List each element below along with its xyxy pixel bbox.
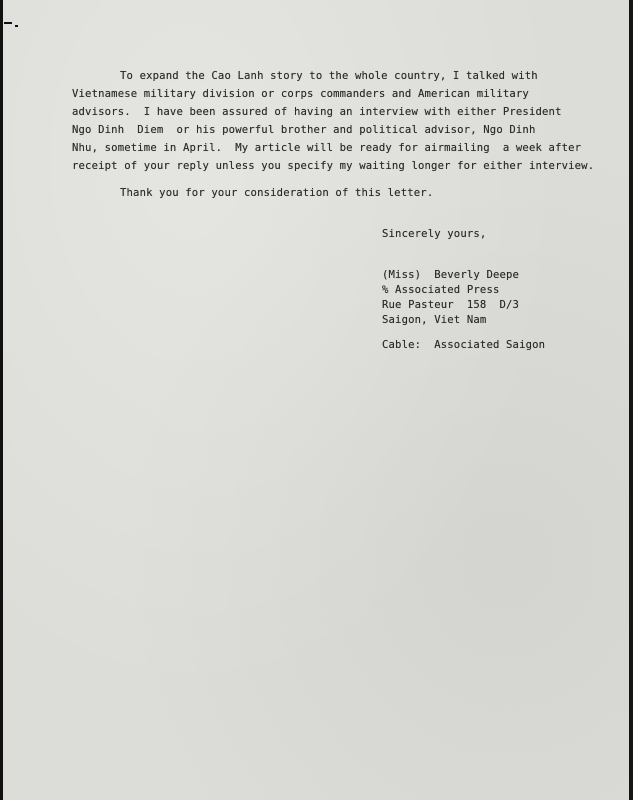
scan-edge-right <box>629 0 633 800</box>
paragraph-line: Vietnamese military division or corps commanders and American military <box>72 88 529 100</box>
paragraph-line: Ngo Dinh Diem or his powerful brother and political advisor, Ngo Dinh <box>72 124 536 136</box>
closing: Sincerely yours, <box>382 228 487 240</box>
paragraph-line: receipt of your reply unless you specify my waiting longer for either interview. <box>72 160 595 172</box>
body-paragraph-2: Thank you for your consideration of this letter. <box>120 187 434 199</box>
signature-line: % Associated Press <box>382 284 500 296</box>
signature-line: (Miss) Beverly Deepe <box>382 269 520 281</box>
paragraph-line: Nhu, sometime in April. My article will be ready for airmailing a week after <box>72 142 582 154</box>
signature-line: Rue Pasteur 158 D/3 <box>382 299 520 311</box>
scan-edge-left <box>0 0 3 800</box>
signature-line: Saigon, Viet Nam <box>382 314 487 326</box>
corner-mark <box>4 22 18 28</box>
paragraph-line: To expand the Cao Lanh story to the whole country, I talked with <box>120 70 538 82</box>
paragraph-line: advisors. I have been assured of having an interview with either President <box>72 106 562 118</box>
cable-address: Cable: Associated Saigon <box>382 339 546 351</box>
